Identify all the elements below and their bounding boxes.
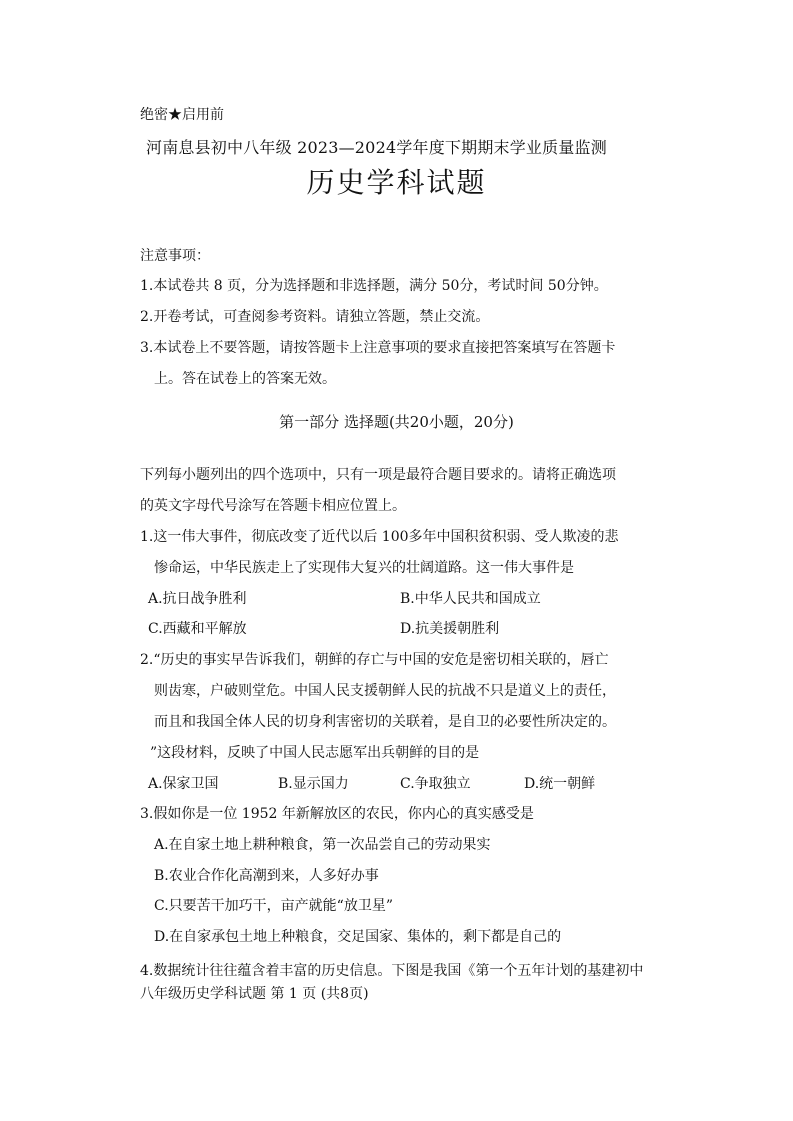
confidential-label: 绝密★启用前: [140, 107, 224, 123]
part-one-intro-line-2: 的英文字母代号涂写在答题卡相应位置上。: [140, 498, 406, 514]
part-one-intro-line-1: 下列每小题列出的四个选项中，只有一项是最符合题目要求的。请将正确选项: [140, 467, 616, 483]
question-1-option-d: D.抗美援朝胜利: [400, 621, 500, 637]
part-one-title: 第一部分 选择题(共20小题，20分): [279, 413, 514, 431]
question-2-option-c: C.争取独立: [400, 776, 471, 792]
question-1-line-2: 惨命运，中华民族走上了实现伟大复兴的壮阔道路。这一伟大事件是: [154, 560, 574, 576]
question-3-option-c: C.只要苦干加巧干，亩产就能“放卫星”: [154, 898, 393, 914]
question-2-line-2: 则齿寒，户破则堂危。中国人民支援朝鲜人民的抗战不只是道义上的责任，: [154, 683, 616, 699]
question-2-option-a: A.保家卫国: [148, 776, 219, 792]
question-1-option-c: C.西藏和平解放: [148, 621, 247, 637]
question-2-line-4: ”这段材料，反映了中国人民志愿军出兵朝鲜的目的是: [150, 745, 480, 761]
question-1-option-b: B.中华人民共和国成立: [400, 591, 541, 607]
subject-title: 历史学科试题: [306, 166, 487, 199]
notice-item-3-line-1: 3.本试卷上不要答题，请按答题卡上注意事项的要求直接把答案填写在答题卡: [140, 340, 616, 356]
question-2-option-b: B.显示国力: [278, 776, 349, 792]
question-3-option-b: B.农业合作化高潮到来，人多好办事: [154, 868, 379, 884]
question-1-option-a: A.抗日战争胜利: [148, 591, 247, 607]
question-2-line-3: 而且和我国全体人民的切身利害密切的关联着，是自卫的必要性所决定的。: [154, 714, 616, 730]
question-2-line-1: 2.“历史的事实早告诉我们，朝鲜的存亡与中国的安危是密切相关联的，唇亡: [140, 652, 609, 668]
question-4-line-1: 4.数据统计往往蕴含着丰富的历史信息。下图是我国《第一个五年计划的基建初中: [140, 963, 644, 979]
question-3-option-d: D.在自家承包土地上种粮食，交足国家、集体的，剩下都是自己的: [154, 929, 562, 945]
question-1-line-1: 1.这一伟大事件，彻底改变了近代以后 100多年中国积贫积弱、受人欺凌的悲: [140, 529, 619, 545]
notice-item-1: 1.本试卷共 8 页，分为选择题和非选择题，满分 50分，考试时间 50分钟。: [140, 278, 608, 294]
question-3-option-a: A.在自家土地上耕种粮食，第一次品尝自己的劳动果实: [154, 837, 491, 853]
exam-title: 河南息县初中八年级 2023—2024学年度下期期末学业质量监测: [146, 138, 607, 157]
notice-heading: 注意事项：: [140, 248, 210, 264]
question-3-line-1: 3.假如你是一位 1952 年新解放区的农民，你内心的真实感受是: [140, 806, 534, 822]
question-2-option-d: D.统一朝鲜: [524, 776, 596, 792]
notice-item-2: 2.开卷考试，可查阅参考资料。请独立答题，禁止交流。: [140, 309, 490, 325]
notice-item-3-line-2: 上。答在试卷上的答案无效。: [154, 371, 336, 387]
page-footer: 八年级历史学科试题 第 1 页 (共8页): [140, 986, 369, 1002]
